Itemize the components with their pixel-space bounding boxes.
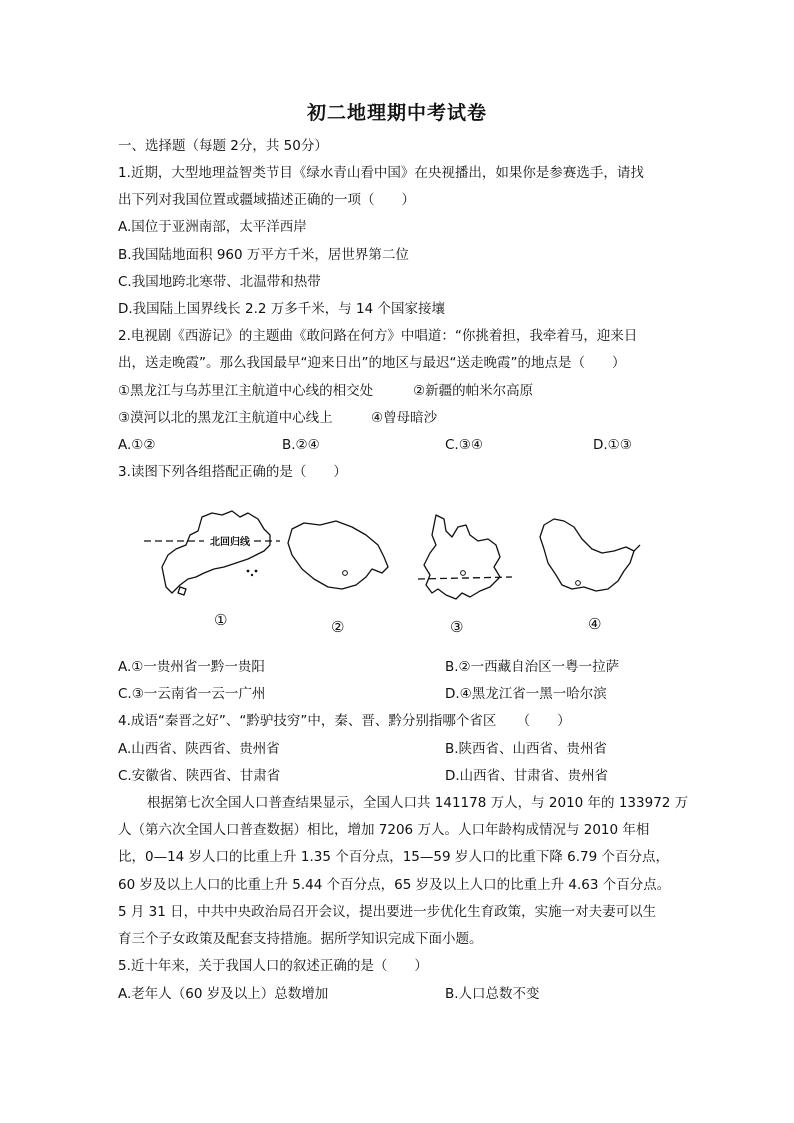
q1-stem-line1: 1.近期，大型地理益智类节目《绿水青山看中国》在央视播出，如果你是参赛选手，请找: [118, 165, 644, 181]
q1-option-c: C.我国地跨北寒带、北温带和热带: [118, 274, 321, 290]
passage-line-5: 5 月 31 日，中共中央政治局召开会议，提出要进一步优化生育政策，实施一对夫妻可以生: [118, 904, 657, 920]
q4-option-a: A.山西省、陕西省、贵州省: [118, 741, 280, 757]
q3-option-d: D.④黑龙江省一黑一哈尔滨: [445, 686, 607, 702]
map2-capital-marker: [343, 571, 348, 576]
q2-statement-2: ②新疆的帕米尔高原: [413, 383, 534, 399]
passage-line-4: 60 岁及以上人口的比重上升 5.44 个百分点，65 岁及以上人口的比重上升 4.63 个百分点。: [118, 877, 671, 893]
map4-label: ④: [588, 615, 602, 633]
map1-island-dot-2: [255, 570, 258, 573]
q2-option-d: D.①③: [593, 437, 632, 453]
q4-option-d: D.山西省、甘肃省、贵州省: [445, 768, 609, 784]
tropic-of-cancer-label: 北回归线: [210, 537, 250, 548]
q5-option-b: B.人口总数不变: [445, 986, 540, 1002]
q3-option-c: C.③一云南省一云一广州: [118, 686, 266, 702]
q2-statement-1: ①黑龙江与乌苏里江主航道中心线的相交处: [118, 383, 374, 399]
q5-stem: 5.近十年来，关于我国人口的叙述正确的是（ ）: [118, 958, 428, 974]
q3-option-b: B.②一西藏自治区一粤一拉萨: [445, 659, 620, 675]
passage-line-1: 根据第七次全国人口普查结果显示，全国人口共 141178 万人，与 2010 年的 133972 万: [147, 795, 689, 811]
map1-island-dot-3: [251, 574, 253, 576]
q1-option-b: B.我国陆地面积 960 万平方千米，居世界第二位: [118, 247, 409, 263]
map3-label: ③: [450, 618, 464, 636]
map4-outline: [540, 519, 634, 591]
q1-stem-line2: 出下列对我国位置或疆域描述正确的一项（ ）: [118, 192, 415, 208]
q2-stem-line2: 出，送走晚霞”。那么我国最早“迎来日出”的地区与最迟“送走晚霞”的地点是（ ）: [118, 355, 626, 371]
province-maps: [140, 505, 660, 640]
map3-capital-marker: [461, 571, 466, 576]
map1-outline: [162, 511, 270, 593]
page-title: 初二地理期中考试卷: [306, 102, 487, 124]
map1-island: [178, 587, 186, 595]
section-heading: 一、选择题（每题 2分，共 50分）: [118, 138, 328, 154]
q2-option-a: A.①②: [118, 437, 156, 453]
q5-option-a: A.老年人（60 岁及以上）总数增加: [118, 986, 329, 1002]
q1-option-a: A.国位于亚洲南部，太平洋西岸: [118, 219, 307, 235]
q2-option-c: C.③④: [445, 437, 483, 453]
map4-capital-marker: [576, 581, 581, 586]
passage-line-2: 人（第六次全国人口普查数据）相比，增加 7206 万人。人口年龄构成情况与 2010 年相: [118, 822, 650, 838]
q2-stem-line1: 2.电视剧《西游记》的主题曲《敢问路在何方》中唱道：“你挑着担，我牵着马，迎来日: [118, 328, 638, 344]
map1-label: ①: [214, 611, 228, 629]
map4-coast-notch: [634, 545, 640, 551]
passage-line-6: 育三个子女政策及配套支持措施。据所学知识完成下面小题。: [118, 931, 483, 947]
map2-label: ②: [331, 618, 345, 636]
q1-option-d: D.我国陆上国界线长 2.2 万多千米，与 14 个国家接壤: [118, 301, 445, 317]
q4-option-b: B.陕西省、山西省、贵州省: [445, 741, 608, 757]
map2-outline: [288, 521, 388, 589]
q2-statement-3: ③漠河以北的黑龙江主航道中心线上: [118, 410, 333, 426]
map1-island-dot: [247, 570, 250, 573]
q2-option-b: B.②④: [282, 437, 320, 453]
q3-stem: 3.读图下列各组搭配正确的是（ ）: [118, 464, 347, 480]
passage-line-3: 比，0—14 岁人口的比重上升 1.35 个百分点，15—59 岁人口的比重下降 6.79 个百分点，: [118, 849, 669, 865]
map3-outline: [424, 515, 500, 599]
q3-option-a: A.①一贵州省一黔一贵阳: [118, 659, 265, 675]
q4-stem: 4.成语“秦晋之好”、“黔驴技穷”中，秦、晋、黔分别指哪个省区 （ ）: [118, 713, 571, 729]
q2-statement-4: ④曾母暗沙: [371, 410, 438, 426]
q4-option-c: C.安徽省、陕西省、甘肃省: [118, 768, 281, 784]
